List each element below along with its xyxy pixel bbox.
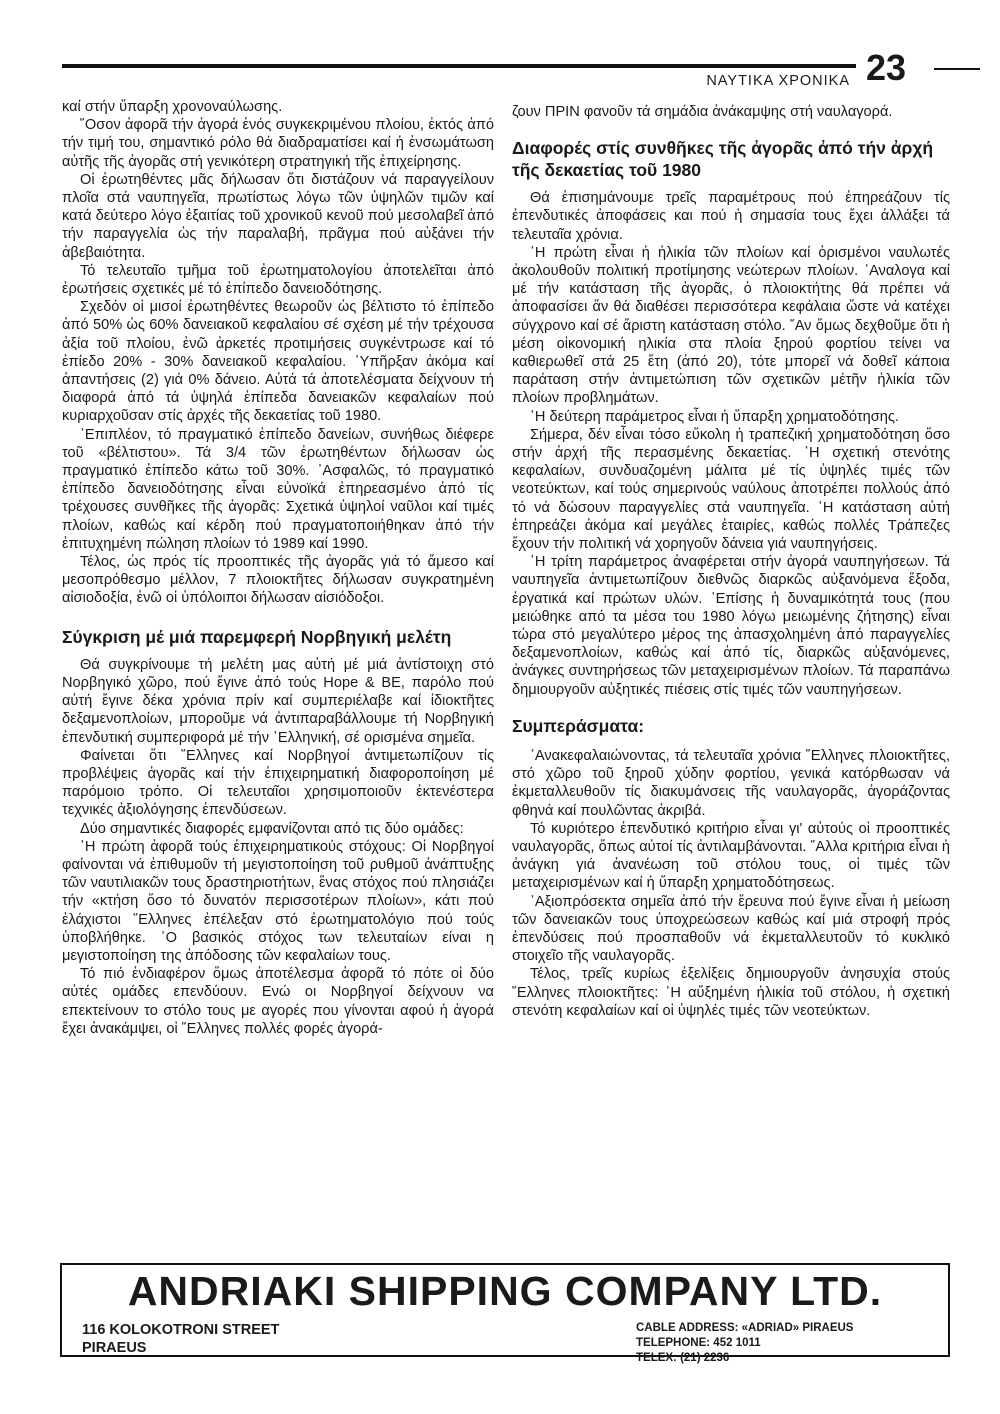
paragraph: ᾿Ανακεφαλαιώνοντας, τά τελευταῖα χρόνια ῞Ελληνες πλοιοκτῆτες, στό χῶρο τοῦ ξηροῦ χύδην φορτίου, γενικά κατόρθωσαν νά ἐκμεταλλευθοῦν τίς διακυμάνσεις τῆς ναυλαγορᾶς, ἀγοράζοντας φθηνά καί πουλῶντας ἀκριβά. (512, 747, 950, 819)
paragraph: Σήμερα, δέν εἶναι τόσο εὔκολη ἡ τραπεζική χρηματοδότηση ὅσο στήν ἀρχή τῆς περασμένης δεκαετίας. ῾Η σχετική στενότης κεφαλαίων, συνδυαζομένη μάλιτα μέ τίς ὑψηλές τιμές τῶν νεοτεύκτων, καί τούς σημερινούς ναύλους ἀποτρέπει πολλούς ἀπό τό νά δώσουν παραγγελίες στά ναυπηγεῖα. ῾Η κατάσταση αὐτή ἐπηρεάζει ἀκόμα καί μεγάλες ἑταιρίες, καθώς πολλές Τράπεζες ἔχουν τήν πολιτική νά χορηγοῦν δάνεια γιά ναυπηγήσεις. (512, 426, 950, 553)
left-column (62, 98, 494, 1038)
paragraph: ᾿Αξιοπρόσεκτα σημεῖα ἀπό τήν ἔρευνα πού ἔγινε εἶναι ἡ μείωση τῶν δανειακῶν τους ὑποχρεώσεων καθώς καί μιά στροφή πρός ἐπενδύσεις πού προσπαθοῦν νά ἐκμεταλλευτοῦν τό κυκλικό στοιχεῖο τῆς ναυλαγορᾶς. (512, 893, 950, 965)
paragraph: καί στήν ὕπαρξη χρονοναύλωσης. (62, 99, 283, 115)
paragraph: Σχεδόν οἱ μισοί ἐρωτηθέντες θεωροῦν ὡς βέλτιστο τό ἐπίπεδο ἀπό 50% ὡς 60% δανειακοῦ κεφαλαίου σέ σχέση μέ τήν τρέχουσα ἀξία τοῦ πλοίου, ἐνῶ ἀρκετές προτιμήσεις συγκέντρωσε καί τό ἐπίεδο 20% - 30% δανειακοῦ κεφαλαίου. ῾Υπῆρξαν ἀκόμα καί ἀπαντήσεις (2) γιά 0% δάνειο. Αὐτά τά ἀποτελέσματα δείχνουν τή διαφορά ἀπό τά ὑψηλά ἐπίπεδα δανειακῶν κεφαλαίων πού κυριαρχοῦσαν στίς ἀρχές τῆς δεκαετίας τοῦ 1980. (62, 299, 494, 425)
paragraph: Οἱ ἐρωτηθέντες μᾶς δήλωσαν ὅτι διστάζουν νά παραγγείλουν πλοῖα στά ναυπηγεῖα, πρωτίστως λόγω τῶν ὑψηλῶν τιμῶν καί κατά δεύτερο λόγο ἐξαιτίας τοῦ χρονικοῦ κενοῦ πού μεσολαβεῖ ἀπό τήν παραγγελία ὡς τήν παραλαβή, πρᾶγμα πού αὐξάνει τήν ἀβεβαιότητα. (62, 171, 494, 261)
left-paragraphs-after-heading (62, 656, 494, 1038)
ad-contact-block (636, 1321, 853, 1366)
company-advertisement (60, 1263, 950, 1364)
ad-city: PIRAEUS (82, 1340, 147, 1356)
ad-telex: TELEX: (21) 2236 (636, 1352, 730, 1364)
ad-company-name: ANDRIAKI SHIPPING COMPANY LTD. (127, 1268, 883, 1314)
ad-cable-address: CABLE ADDRESS: «ADRIAD» PIRAEUS (636, 1322, 854, 1334)
right-paragraphs-before-heading-b (512, 189, 950, 699)
paragraph: ῾Η δεύτερη παράμετρος εἶναι ἡ ὕπαρξη χρηματοδότησης. (530, 408, 899, 425)
paragraph: Τό κυριότερο ἐπενδυτικό κριτήριο εἶναι γι' αὐτούς οἱ προοπτικές ναυλαγορᾶς, ὅπως αὐτοί τίς ἀντιλαμβάνονται. ῎Αλλα κριτήρια εἶναι ἡ ἀνάγκη γιά ἀνανέωση τοῦ στόλου τους, οἱ τιμές τῶν μεταχειρισμένων καί ἡ ὕπαρξη χρηματοδότησεως. (512, 820, 950, 892)
section-heading-market-differences: Διαφορές στίς συνθῆκες τῆς ἀγορᾶς ἀπό τήν ἀρχή τῆς δεκαετίας τοῦ 1980 (512, 138, 934, 181)
paragraph: Τό πιό ἐνδιαφέρον ὅμως ἀποτέλεσμα ἀφορᾶ τό πότε οἱ δύο αὐτές ομάδες επενδύουν. Ενώ οι Νορβηγοί δείχνουν να επεκτείνουν το στόλο τους με αγορές που γίνονται αφού ἡ ἀγορά ἔχει ἀνακάμψει, οἱ ῞Ελληνες πολλές φορές ἀγορά- (62, 966, 494, 1037)
paragraph: Θά συγκρίνουμε τή μελέτη μας αὐτή μέ μιά ἀντίστοιχη στό Νορβηγικό χῶρο, πού ἔγινε ἀπό τούς Hope & BE, παρόλο πού αὐτή ἔγινε δέκα χρόνια πρίν καί συμπεριέλαβε καί ἰδιοκτῆτες δεξαμενοπλοίων, μποροῦμε νά ἀντιπαραβάλλουμε τή Νορβηγική ἐπενδυτική συμπεριφορά μέ τήν ῾Ελληνική, σέ ορισμένα σημεῖα. (62, 656, 494, 746)
paragraph: ζουν ΠΡΙΝ φανοῦν τά σημάδια ἀνάκαμψης στή ναυλαγορά. (512, 104, 893, 120)
section-heading-conclusions: Συμπεράσματα: (512, 715, 645, 736)
paragraph: Δύο σημαντικές διαφορές εμφανίζονται από τις δύο ομάδες: (80, 820, 464, 837)
header-rule-right (934, 68, 980, 70)
paragraph: ῾Η πρώτη ἀφορᾶ τούς ἐπιχειρηματικούς στόχους: Οἱ Νορβηγοί φαίνονται νά ἐπιθυμοῦν τή μεγιστοποίηση τοῦ ρυθμοῦ ἀνάπτυξης τῶν ναυτιλιακῶν τους δραστηριοτήτων, ἕνας στόχος πού πλησιάζει τήν «κτήση ὅσο τό δυνατόν περισσοτέρων πλοίων», κάτι πού ἐλάχιστοι ῞Ελληνες ἐπέλεξαν στό ἐρωτηματολόγιο πού τούς ὑποβλήθηκε. ῾Ο βασικός στόχος των τελευταίων είναι η μεγιστοποίηση της ἀπόδοσης τῶν κεφαλαίων τους. (62, 838, 494, 964)
right-column (512, 103, 950, 1020)
ad-telephone: TELEPHONE: 452 1011 (636, 1337, 761, 1349)
paragraph: ᾿Επιπλέον, τό πραγματικό ἐπίπεδο δανείων, συνήθως διέφερε τοῦ «βέλτιστου». Τά 3/4 τῶν ἐρωτηθέντων δήλωσαν ὡς πραγματικό ἐπίπεδο κάτω τοῦ 30%. ᾿Ασφαλῶς, τό πραγματικό ἐπίπεδο δανειοδότησης εἶναι εὐνοϊκά ἐπηρεασμένο ἀπό τίς τρέχουσες συνθῆκες τῆς ἀγορᾶς: Σχετικά ὑψηλοί ναῦλοι καί τιμές πλοίων, καθώς καί κέρδη πού πραγματοποιήθηκαν ἀπό τήν ἐπιτυχημένη πώληση πλοίων τό 1989 καί 1990. (62, 426, 494, 552)
paragraph: ῾Η πρώτη εἶναι ἡ ἡλικία τῶν πλοίων καί ὁρισμένοι ναυλωτές ἀκολουθοῦν πολιτική προτίμησης νεώτερων πλοίων. ᾿Αναλογα καί μέ τήν κατάσταση τῆς ἀγορᾶς, ὁ πλοιοκτήτης θά πρέπει νά ἀποφασίσει ἄν θά διαθέσει περισσότερα κεφάλαια ὥστε νά κατέχει σύγχρονο καί σέ ἄριστη κατάσταση στόλο. ῎Αν ὅμως δεχθοῦμε ὅτι ἡ μέση οἰκονομική ηλικία στα πλοία ξηρού φορτίου τείνει να καθιερωθεῖ στά 25 ἔτη (ἀπό 20), τότε μπορεῖ νά δοθεῖ κάποια παράταση στήν ἀντιμετώπιση τῶν σχετικῶν μέτῆν ἡλικία τῶν πλοίων προβλημάτων. (512, 244, 950, 407)
right-paragraphs-before-heading-a (512, 103, 950, 121)
paragraph: Τό τελευταῖο τμῆμα τοῦ ἐρωτηματολογίου ἀποτελεῖται ἀπό ἐρωτήσεις σχετικές μέ τό ἐπίπεδο δανειοδότησης. (62, 262, 494, 298)
right-paragraphs-after-heading-b (512, 747, 950, 1020)
paragraph: Θά ἐπισημάνουμε τρεῖς παραμέτρους πού ἐπηρεάζουν τίς ἐπενδυτικές ἀποφάσεις και πού ἡ σημασία τους ἔχει ἀλλάξει τά τελευταῖα χρόνια. (512, 190, 950, 243)
paragraph: Τέλος, τρεῖς κυρίως ἐξελίξεις δημιουργοῦν ἀνησυχία στούς ῞Ελληνες πλοιοκτῆτες: ῾Η αὔξημένη ἡλικία τοῦ στόλου, ἡ σχετική στενότη κεφαλαίων καί οἱ ὑψηλές τιμές τῶν νεοτεύκτων. (512, 966, 950, 1019)
header-rule-left (62, 64, 856, 68)
section-heading-norwegian-comparison: Σύγκριση μέ μιά παρεμφερή Νορβηγική μελέτη (62, 626, 452, 647)
publication-name: ΝΑΥΤΙΚΑ ΧΡΟΝΙΚΑ (706, 73, 850, 89)
paragraph: Φαίνεται ὅτι ῞Ελληνες καί Νορβηγοί ἀντιμετωπίζουν τίς προβλέψεις ἀγορᾶς καί τήν ἐπιχειρηματική διαφοροποίηση μέ παρόμοιο τρόπο. Οἱ τελευταῖοι χρησιμοποιοῦν ἐκτενέστερα τεχνικές ἀξιολόγησης ἐπενδύσεων. (62, 747, 494, 819)
paragraph: ῞Οσον ἀφορᾶ τήν ἀγορά ἑνός συγκεκριμένου πλοίου, ἐκτός ἀπό τήν τιμή του, σημαντικό ρόλο θά διαδραματίσει καί ἡ ἐνσωμάτωση αὐτῆς τῆς ἀγορᾶς στή γενικότερη στρατηγική τῆς ἐπιχείρησης. (62, 117, 494, 170)
paragraph: ῾Η τρίτη παράμετρος ἀναφέρεται στήν ἀγορά ναυπηγήσεων. Τά ναυπηγεῖα ἀντιμετωπίζουν διεθνῶς διαρκῶς αὐξανόμενα ἔξοδα, ἐργατικά καί πρώτων υλών. ᾿Επίσης ἡ δυναμικότητά τους (που μειώθηκε από τα μέσα του 1980 λόγω μειωμένης ζήτησης) εἶναι τώρα στό μεγαλύτερο μέρος της ἀπασχολημένη ἀπό παραγγελίες δεξαμενοπλοίων, καθώς καί ἀπό τίς, διαρκῶς αὐξανόμενες, ἀνάγκες συντηρήσεως τῶν μεταχειρισμένων πλοίων. Τά παραπάνω δημιουργοῦν αὐξητικές πιέσεις στίς τιμές τῶν ναυπηγήσεων. (512, 554, 950, 698)
ad-street-address: 116 KOLOKOTRONI STREET (82, 1322, 280, 1338)
left-paragraphs-before-heading (62, 98, 494, 608)
paragraph: Τέλος, ὡς πρός τίς προοπτικές τῆς ἀγορᾶς γιά τό ἄμεσο καί μεσοπρόθεσμο μέλλον, 7 πλοιοκτῆτες δήλωσαν συγκρατημένη αἰσιοδοξία, ἐνῶ οἱ ὑπόλοιποι δήλωσαν αἰσιόδοξοι. (62, 554, 494, 607)
page-number: 23 (866, 47, 907, 88)
